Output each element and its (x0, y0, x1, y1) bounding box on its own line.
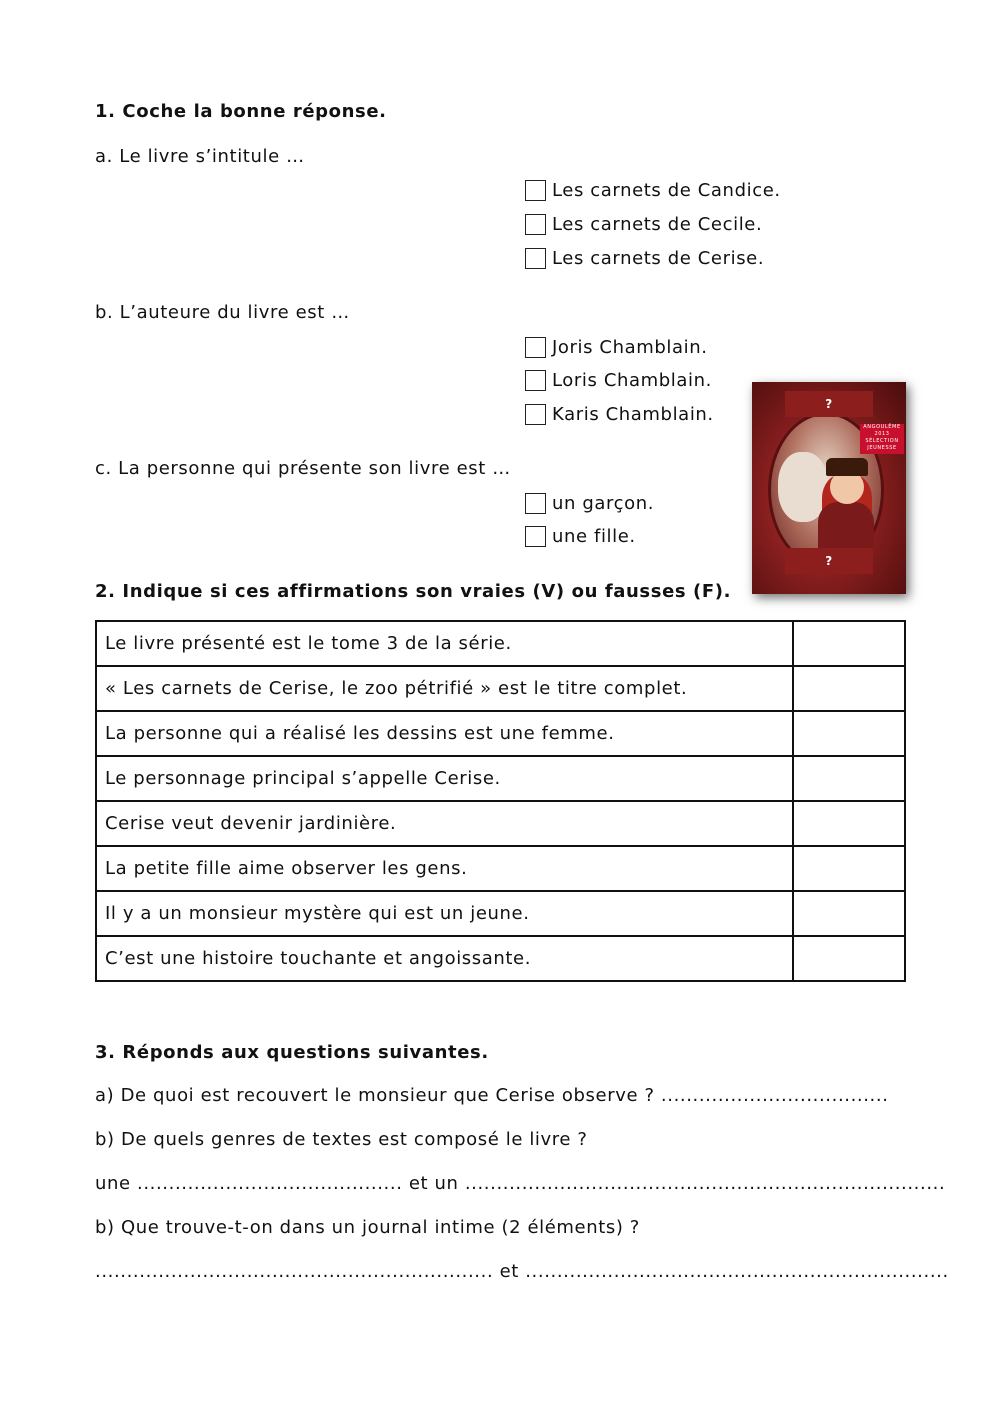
table-row (96, 891, 905, 936)
checkbox[interactable] (525, 180, 546, 201)
q3b-question: b) De quels genres de textes est composé le livre ? (95, 1129, 588, 1150)
q3c-answer-line[interactable]: ............................................................... et ................................................................... (95, 1261, 949, 1282)
table-row (96, 756, 905, 801)
q1a-option-1[interactable]: Les carnets de Candice. (525, 178, 781, 202)
table-row (96, 846, 905, 891)
table-row (96, 666, 905, 711)
statement: C’est une histoire touchante et angoissante. (96, 936, 793, 981)
true-false-table (95, 620, 906, 982)
q1a-question: a. Le livre s’intitule … (95, 146, 305, 167)
answer-cell[interactable] (793, 801, 905, 846)
statement: La petite fille aime observer les gens. (96, 846, 793, 891)
q3-heading: 3. Réponds aux questions suivantes. (95, 1042, 489, 1063)
q1b-option-2[interactable]: Loris Chamblain. (525, 368, 712, 392)
answer-cell[interactable] (793, 936, 905, 981)
answer-cell[interactable] (793, 666, 905, 711)
statement: « Les carnets de Cerise, le zoo pétrifié » est le titre complet. (96, 666, 793, 711)
q1a-option-2[interactable]: Les carnets de Cecile. (525, 212, 762, 236)
answer-cell[interactable] (793, 621, 905, 666)
q3b-answer-line[interactable]: une .......................................... et un ............................................................................ (95, 1173, 946, 1194)
table-row (96, 711, 905, 756)
checkbox[interactable] (525, 493, 546, 514)
q1c-option-1[interactable]: un garçon. (525, 491, 654, 515)
checkbox[interactable] (525, 214, 546, 235)
q1c-question: c. La personne qui présente son livre est … (95, 458, 511, 479)
q1c-option-2[interactable]: une fille. (525, 524, 636, 548)
statement: Le livre présenté est le tome 3 de la série. (96, 621, 793, 666)
table-row (96, 801, 905, 846)
answer-cell[interactable] (793, 891, 905, 936)
q3a-question[interactable]: a) De quoi est recouvert le monsieur que Cerise observe ? .................................... (95, 1085, 889, 1106)
cover-author-hidden: ? (785, 548, 873, 574)
checkbox[interactable] (525, 248, 546, 269)
checkbox[interactable] (525, 404, 546, 425)
q1-heading: 1. Coche la bonne réponse. (95, 101, 387, 122)
girl-body-illustration (818, 502, 874, 552)
award-badge: ANGOULÊME 2013 SÉLECTION JEUNESSE (860, 424, 904, 454)
girl-hat-illustration (826, 458, 868, 476)
q1b-question: b. L’auteure du livre est … (95, 302, 350, 323)
table-row (96, 936, 905, 981)
table-row (96, 621, 905, 666)
q1b-option-3[interactable]: Karis Chamblain. (525, 402, 714, 426)
statement: Cerise veut devenir jardinière. (96, 801, 793, 846)
q3c-question: b) Que trouve-t-on dans un journal intime (2 éléments) ? (95, 1217, 640, 1238)
checkbox[interactable] (525, 370, 546, 391)
cover-title-hidden: ? (785, 391, 873, 417)
q1a-option-3[interactable]: Les carnets de Cerise. (525, 246, 764, 270)
checkbox[interactable] (525, 526, 546, 547)
answer-cell[interactable] (793, 756, 905, 801)
answer-cell[interactable] (793, 846, 905, 891)
checkbox[interactable] (525, 337, 546, 358)
book-cover-image (752, 382, 906, 594)
statement: Il y a un monsieur mystère qui est un jeune. (96, 891, 793, 936)
q1b-option-1[interactable]: Joris Chamblain. (525, 335, 708, 359)
statement: La personne qui a réalisé les dessins est une femme. (96, 711, 793, 756)
answer-cell[interactable] (793, 711, 905, 756)
statement: Le personnage principal s’appelle Cerise. (96, 756, 793, 801)
q2-heading: 2. Indique si ces affirmations son vraies (V) ou fausses (F). (95, 581, 732, 602)
